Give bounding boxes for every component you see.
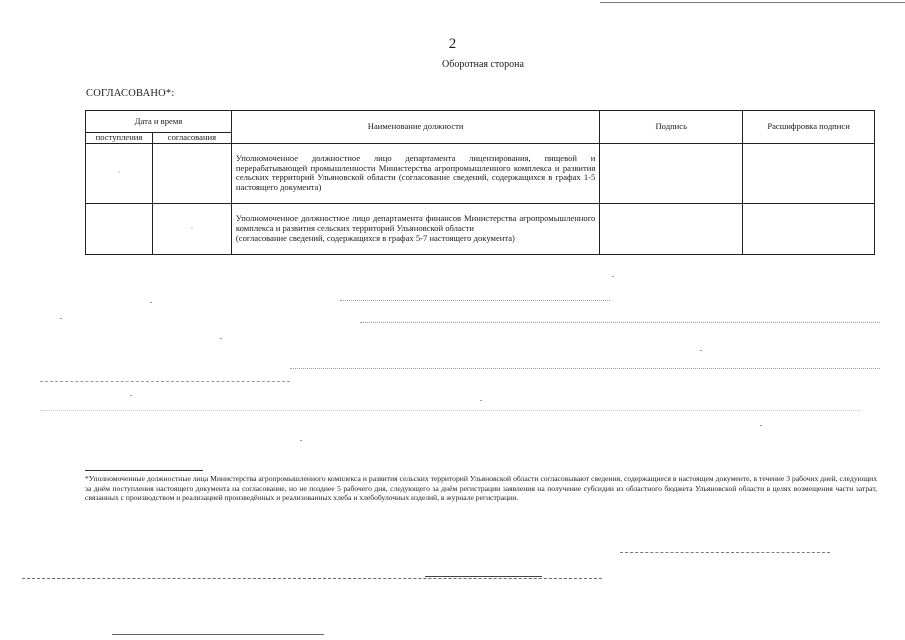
cell-approved [152,203,231,254]
scan-noise-line [22,578,602,579]
scan-speck [612,276,614,277]
scan-speck [60,318,62,319]
scan-noise-line [290,368,880,369]
cell-position: Уполномоченное должностное лицо департамента лицензирования, пищевой и перерабатывающей промышленности Министерства агропромышленного комплекса и развития сельских территорий Ульяновской области (согласование сведений, содержащихся в графах 1-5 настоящего документа) [231,143,599,203]
scan-speck [760,425,762,426]
table-header-row [86,111,875,133]
scan-speck [220,338,222,339]
cell-signature [600,143,743,203]
scan-speck [480,400,482,401]
scan-noise-line [620,552,830,553]
scan-speck [150,302,152,303]
scan-noise-line [340,300,610,301]
cell-signature [600,203,743,254]
header-transcript: Расшифровка подписи [743,111,875,144]
position-line: (согласование сведений, содержащихся в графах 5-7 настоящего документа) [235,232,515,243]
scan-noise-line [40,381,290,382]
header-received: поступления [86,133,153,144]
scan-edge-line [600,2,905,3]
position-line: Уполномоченное должностное лицо департамента финансов Министерства агропромышленного комплекса и развития сельских территорий Ульяновской области [235,213,596,233]
scan-speck [300,440,302,441]
header-approved: согласования [152,133,231,144]
scan-noise-line [112,634,324,635]
scan-noise-line [425,576,542,577]
header-date-time: Дата и время [86,111,232,133]
cell-approved [152,143,231,203]
scan-speck [700,350,702,351]
table-row [86,143,875,203]
scan-speck [130,395,132,396]
page-subtitle: Оборотная сторона [442,59,524,70]
approved-heading: СОГЛАСОВАНО*: [86,88,175,99]
table-row [86,203,875,254]
cell-transcript [743,203,875,254]
scan-noise-line [40,410,860,411]
page-number: 2 [448,36,457,52]
footnote: *Уполномоченные должностные лица Министерства агропромышленного комплекса и развития сельских территорий Ульяновской области согласовывают сведения, содержащиеся в настоящем документе, в течение 3 рабочих дней, следующих за днём поступления настоящего документа на согласование, но не позднее 5 рабочего дня, следующего за днём регистрации заявления на получение субсидии из областного бюджета Ульяновской области в целях возмещения части затрат, связанных с производством и реализацией произведённых и реализованных хлеба и хлебобулочных изделий, в журнале регистрации. [85,474,877,503]
header-signature: Подпись [600,111,743,144]
approval-table [85,110,875,255]
cell-transcript [743,143,875,203]
cell-received [86,143,153,203]
scan-speck: · [190,223,194,233]
scan-speck: · [117,168,121,178]
cell-received [86,203,153,254]
footnote-separator [85,470,203,471]
scan-noise-line [360,322,880,323]
cell-position [231,203,599,254]
header-position: Наименование должности [231,111,599,144]
